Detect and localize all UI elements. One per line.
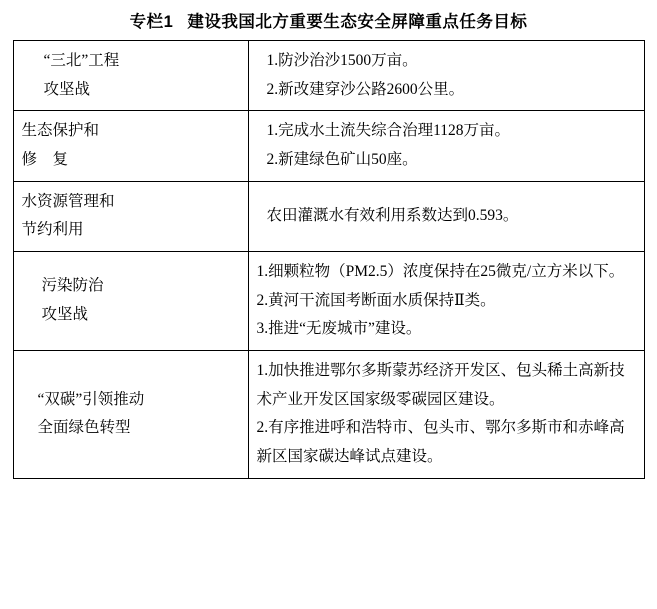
content-line: 2.新建绿色矿山50座。 (266, 151, 418, 169)
content-line: 1.加快推进鄂尔多斯蒙苏经济开发区、包头稀土高新技术产业开发区国家级零碳园区建设。 (256, 362, 625, 408)
table-row (13, 351, 644, 479)
table-row (13, 41, 644, 111)
content-line: 2.黄河干流国考断面水质保持Ⅱ类。 (256, 291, 496, 309)
title-text: 建设我国北方重要生态安全屏障重点任务目标 (187, 13, 528, 31)
content-line: 2.有序推进呼和浩特市、包头市、鄂尔多斯市和赤峰高新区国家碳达峰试点建设。 (256, 419, 625, 466)
content-line: 1.防沙治沙1500万亩。 (266, 52, 418, 69)
table-row (13, 252, 644, 351)
row-content-cell (248, 351, 644, 479)
row-label-line: 攻坚战 (41, 306, 89, 324)
content-line: 农田灌溉水有效利用系数达到0.593。 (266, 207, 519, 225)
row-label-cell (13, 41, 248, 111)
row-label-line: 水资源管理和 (21, 192, 115, 210)
row-label-cell (13, 111, 248, 181)
content-line: 1.细颗粒物（PM2.5）浓度保持在25微克/立方米以下。 (256, 263, 625, 281)
row-label-cell (13, 252, 248, 351)
row-label-line: 攻坚战 (43, 80, 91, 98)
row-label-cell (13, 351, 248, 479)
content-line: 3.推进“无废城市”建设。 (256, 320, 422, 338)
table-row (13, 111, 644, 181)
row-content-cell (248, 252, 644, 351)
row-label-line: 生态保护和 (21, 122, 100, 140)
row-label-cell (13, 181, 248, 251)
row-content-cell (248, 181, 644, 251)
row-label-line: 修 复 (21, 151, 69, 169)
row-label-line: 污染防治 (41, 277, 104, 295)
table-row (13, 181, 644, 251)
content-line: 2.新改建穿沙公路2600公里。 (266, 80, 465, 98)
row-label-line: 节约利用 (21, 221, 84, 239)
row-content-cell (248, 41, 644, 111)
row-label-line: “双碳”引领推动 (37, 390, 145, 408)
row-label-line: 全面绿色转型 (37, 419, 131, 437)
row-label-line: “三北”工程 (43, 52, 120, 69)
page-title (0, 0, 657, 40)
title-number: 专栏1 (129, 13, 174, 31)
row-content-cell (248, 111, 644, 181)
content-line: 1.完成水土流失综合治理1128万亩。 (266, 122, 511, 140)
tasks-table (13, 40, 645, 479)
